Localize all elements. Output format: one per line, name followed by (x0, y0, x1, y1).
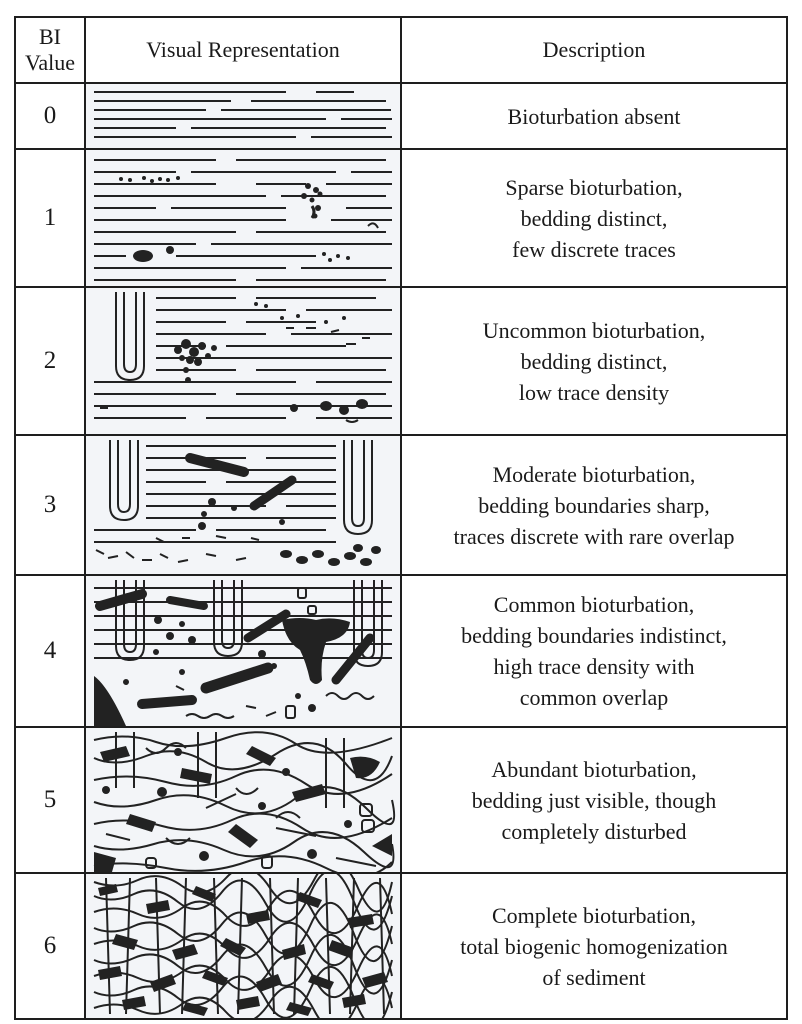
bi6-sketch (86, 874, 400, 1018)
bi5-sketch (86, 728, 400, 872)
description-line: of sediment (542, 964, 646, 990)
header-bi-value (15, 17, 85, 83)
description-line: Uncommon bioturbation, (482, 317, 706, 343)
description-cell (401, 287, 787, 435)
bi-value-cell: 5 (15, 727, 85, 873)
description-line: Complete bioturbation, (491, 902, 697, 928)
table-row (15, 83, 787, 149)
table-row (15, 727, 787, 873)
header-bi-value-line-1: BI (39, 24, 61, 49)
bi-value-cell: 0 (15, 83, 85, 149)
description-cell (401, 575, 787, 727)
description-line: few discrete traces (512, 236, 676, 262)
bi-value-cell: 1 (15, 149, 85, 287)
description-cell (401, 149, 787, 287)
description-line: Sparse bioturbation, (505, 174, 683, 200)
visual-representation-cell (85, 435, 401, 575)
bi1-sketch (86, 150, 400, 286)
description-line: completely disturbed (501, 818, 687, 844)
description-line: total biogenic homogenization (460, 933, 728, 959)
bi4-sketch (86, 576, 400, 726)
description-line: bedding just visible, though (471, 787, 717, 813)
bi0-sketch (86, 84, 400, 148)
visual-representation-cell (85, 575, 401, 727)
description-line: bedding distinct, (520, 348, 668, 374)
header-row (15, 17, 787, 83)
description-cell (401, 727, 787, 873)
bi3-sketch (86, 436, 400, 574)
bi-value-cell: 2 (15, 287, 85, 435)
description-line: common overlap (519, 685, 669, 710)
description-cell (401, 83, 787, 149)
description-line: low trace density (518, 379, 670, 405)
description-line: bedding boundaries indistinct, (461, 623, 727, 648)
table-row (15, 575, 787, 727)
header-bi-value-line-2: Value (24, 50, 76, 75)
bioturbation-index-table (14, 16, 788, 1020)
visual-representation-cell (85, 149, 401, 287)
visual-representation-cell (85, 287, 401, 435)
visual-representation-cell (85, 83, 401, 149)
table-row (15, 435, 787, 575)
visual-representation-cell (85, 727, 401, 873)
description-line: Moderate bioturbation, (492, 461, 696, 487)
header-visual-representation: Visual Representation (85, 17, 401, 83)
table-row (15, 873, 787, 1019)
table-row (15, 287, 787, 435)
description-line: Bioturbation absent (507, 103, 681, 129)
bi-value-cell: 6 (15, 873, 85, 1019)
visual-representation-cell (85, 873, 401, 1019)
description-cell (401, 435, 787, 575)
bi2-sketch (86, 288, 400, 434)
description-line: traces discrete with rare overlap (453, 523, 735, 549)
table-row (15, 149, 787, 287)
bi-value-cell: 3 (15, 435, 85, 575)
description-line: high trace density with (493, 654, 695, 679)
header-description: Description (401, 17, 787, 83)
description-line: bedding distinct, (520, 205, 668, 231)
description-line: bedding boundaries sharp, (478, 492, 710, 518)
bi-value-cell: 4 (15, 575, 85, 727)
description-cell (401, 873, 787, 1019)
description-line: Abundant bioturbation, (491, 756, 697, 782)
description-line: Common bioturbation, (493, 592, 695, 617)
